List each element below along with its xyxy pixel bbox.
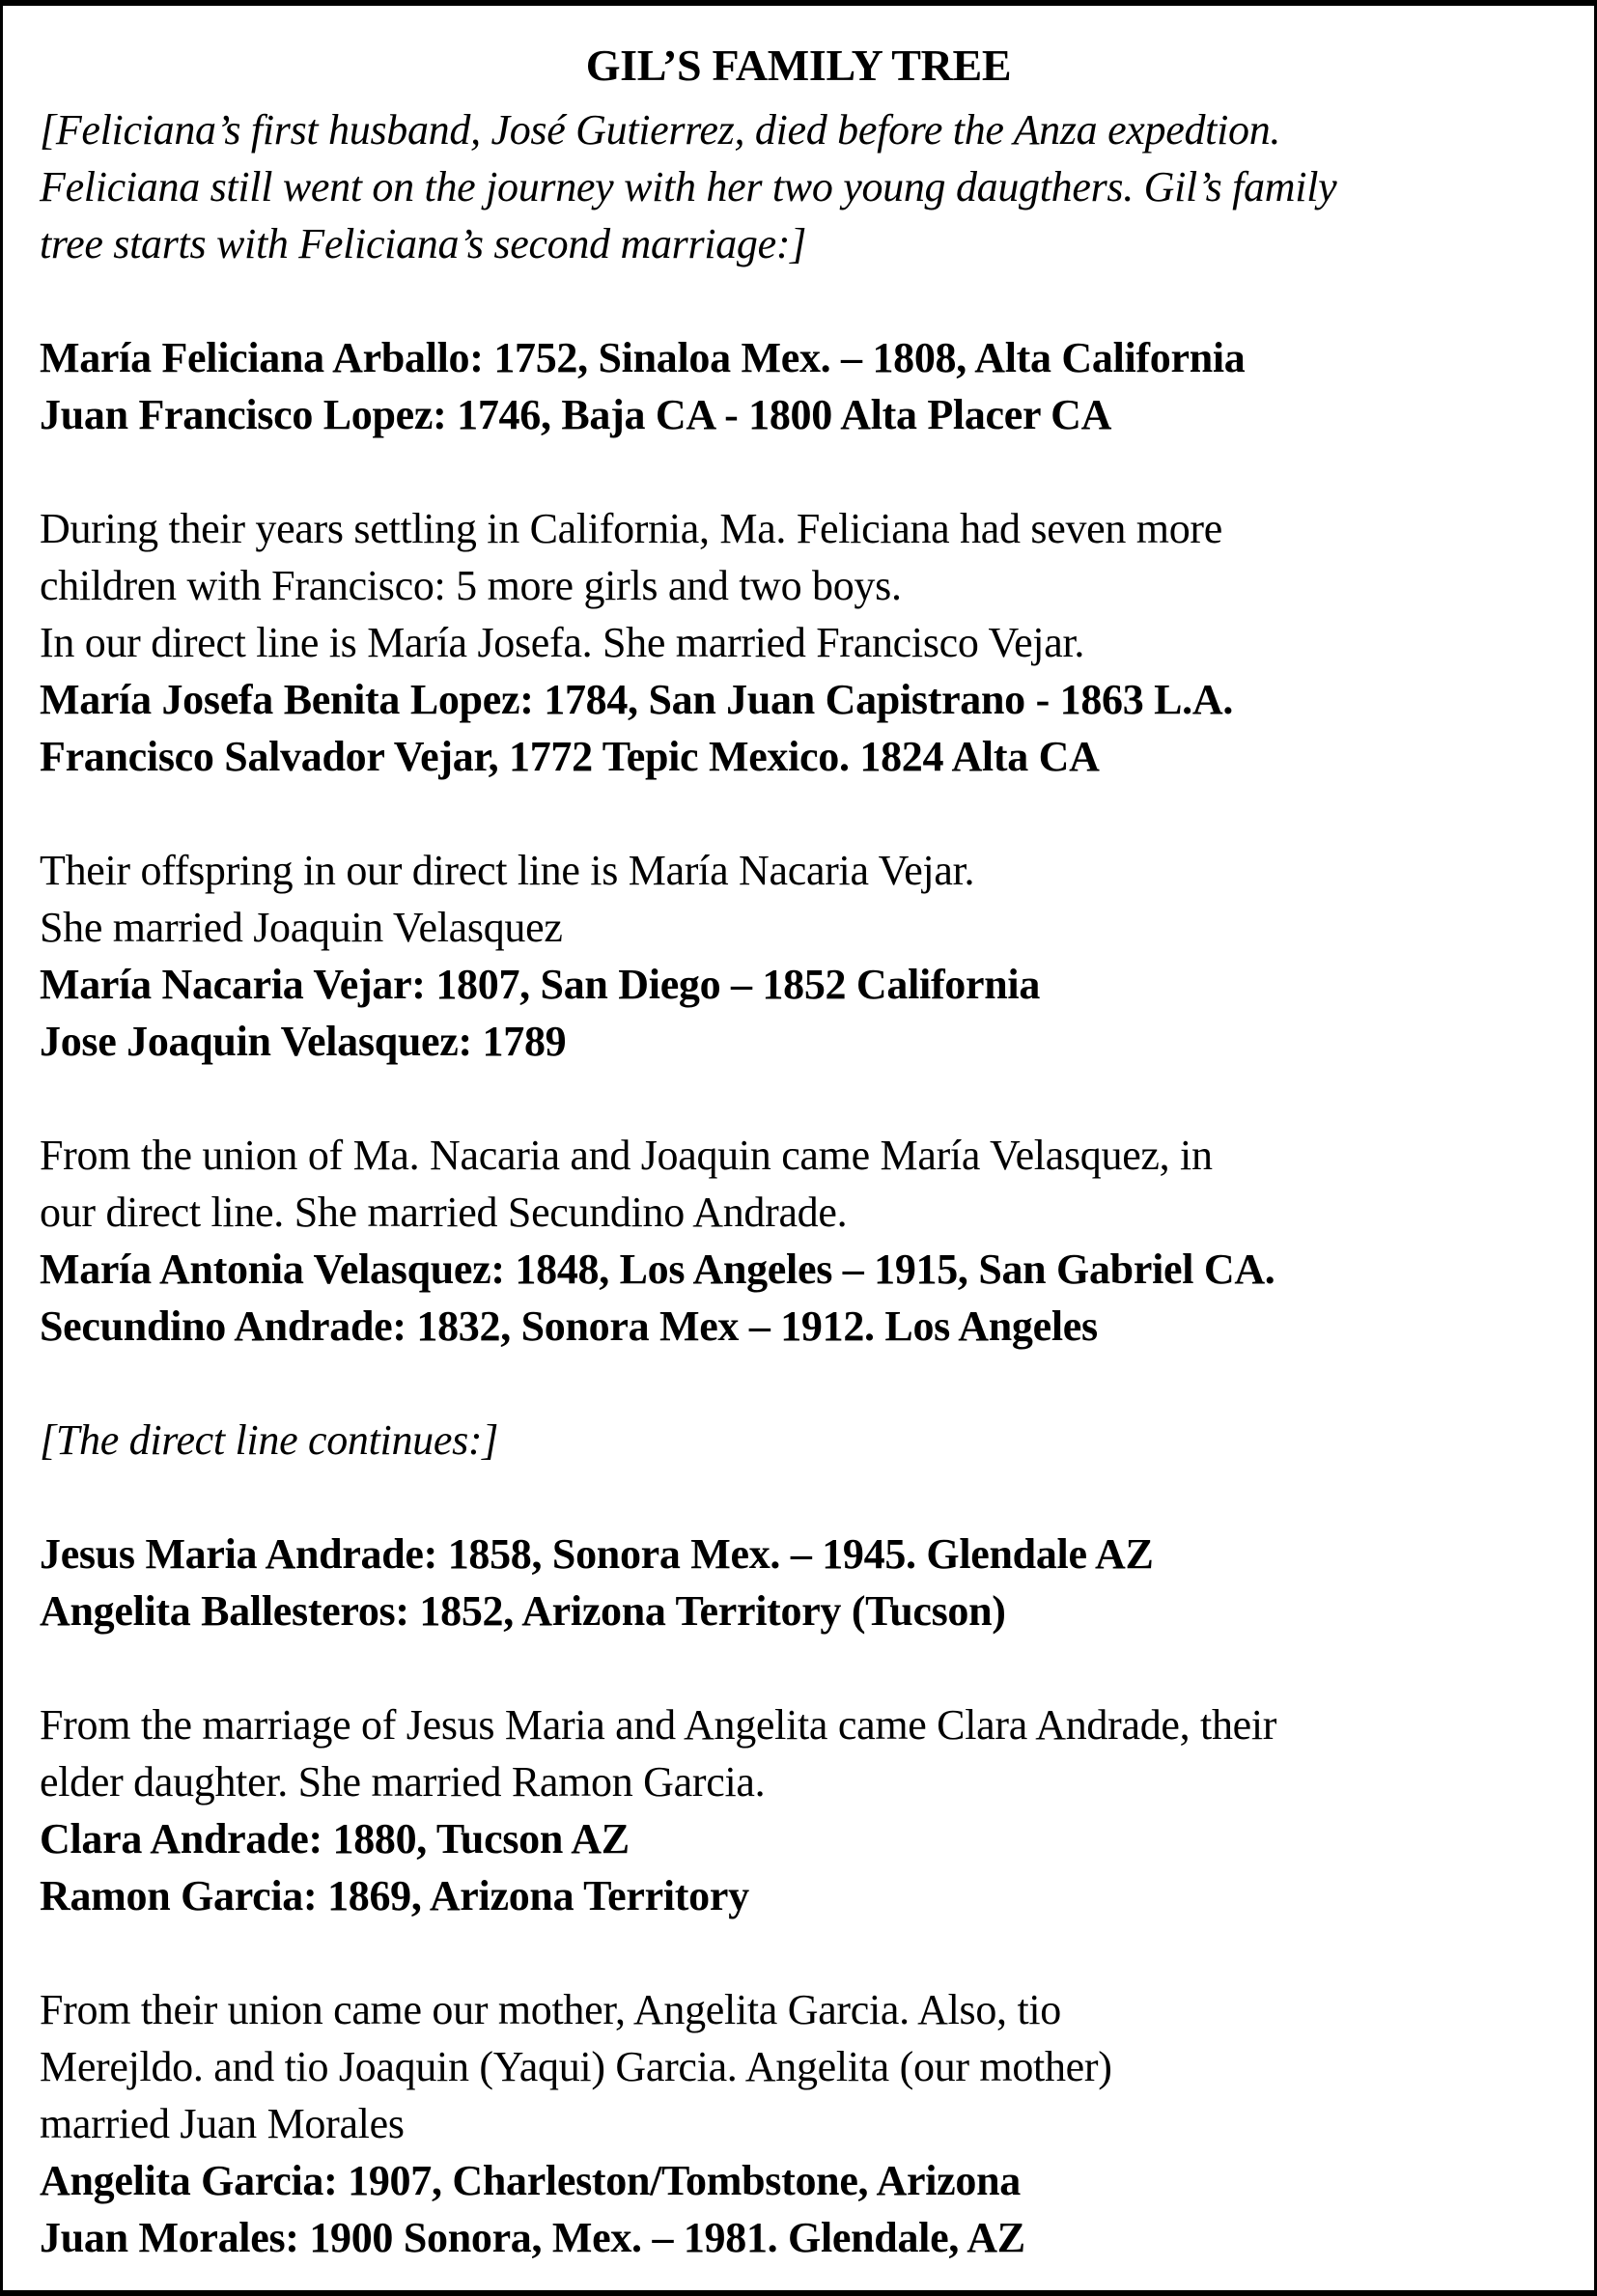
text-line: Ramon Garcia: 1869, Arizona Territory <box>40 1872 749 1919</box>
text-line: married Juan Morales <box>40 2100 405 2147</box>
blank-line <box>40 785 1586 842</box>
text-line: From their union came our mother, Angelita Garcia. Also, tio <box>40 1986 1062 2033</box>
blank-line <box>40 1924 1586 1981</box>
text-line: From the union of Ma. Nacaria and Joaquin came María Velasquez, in <box>40 1132 1213 1179</box>
blank-line <box>40 1639 1586 1696</box>
text-line: Their offspring in our direct line is María Nacaria Vejar. <box>40 847 975 894</box>
blank-line <box>40 443 1586 500</box>
text-line: Francisco Salvador Vejar, 1772 Tepic Mexico. 1824 Alta CA <box>40 733 1100 780</box>
text-line: our direct line. She married Secundino Andrade. <box>40 1189 848 1236</box>
text-line: In our direct line is María Josefa. She married Francisco Vejar. <box>40 619 1085 666</box>
blank-line <box>40 1469 1586 1526</box>
text-line: [The direct line continues:] <box>40 1416 499 1464</box>
text-line: Secundino Andrade: 1832, Sonora Mex – 1912. Los Angeles <box>40 1302 1098 1350</box>
text-line: From the marriage of Jesus Maria and Angelita came Clara Andrade, their <box>40 1701 1277 1749</box>
text-line: Angelita Ballesteros: 1852, Arizona Territory (Tucson) <box>40 1587 1006 1635</box>
text-line: [Feliciana’s first husband, José Gutierrez, died before the Anza expedtion. <box>40 106 1281 154</box>
blank-line <box>40 1070 1586 1127</box>
text-line: Jesus Maria Andrade: 1858, Sonora Mex. – 1945. Glendale AZ <box>40 1530 1154 1578</box>
page-title: GIL’S FAMILY TREE <box>585 41 1012 90</box>
text-line: Jose Joaquin Velasquez: 1789 <box>40 1018 567 1065</box>
text-line: Feliciana still went on the journey with her two young daugthers. Gil’s family <box>40 163 1337 210</box>
text-line: María Nacaria Vejar: 1807, San Diego – 1852 California <box>40 961 1041 1008</box>
text-line: María Josefa Benita Lopez: 1784, San Juan Capistrano - 1863 L.A. <box>40 676 1234 723</box>
text-line: Merejldo. and tio Joaquin (Yaqui) Garcia. Angelita (our mother) <box>40 2043 1112 2090</box>
text-line: Angelita Garcia: 1907, Charleston/Tombstone, Arizona <box>40 2157 1021 2204</box>
text-line: elder daughter. She married Ramon Garcia. <box>40 1758 766 1806</box>
text-line: María Antonia Velasquez: 1848, Los Angeles – 1915, San Gabriel CA. <box>40 1246 1275 1293</box>
text-line: tree starts with Feliciana’s second marriage:] <box>40 220 807 267</box>
text-line: Clara Andrade: 1880, Tucson AZ <box>40 1815 630 1862</box>
blank-line <box>40 272 1586 329</box>
text-line: During their years settling in California, Ma. Feliciana had seven more <box>40 505 1223 552</box>
text-line: children with Francisco: 5 more girls and two boys. <box>40 562 902 609</box>
blank-line <box>40 1355 1586 1412</box>
text-line: She married Joaquin Velasquez <box>40 904 563 951</box>
text-line: María Feliciana Arballo: 1752, Sinaloa Mex. – 1808, Alta California <box>40 334 1246 381</box>
document-lines <box>40 101 1586 2266</box>
text-line: Juan Francisco Lopez: 1746, Baja CA - 1800 Alta Placer CA <box>40 391 1112 438</box>
text-line: Juan Morales: 1900 Sonora, Mex. – 1981. Glendale, AZ <box>40 2214 1025 2261</box>
